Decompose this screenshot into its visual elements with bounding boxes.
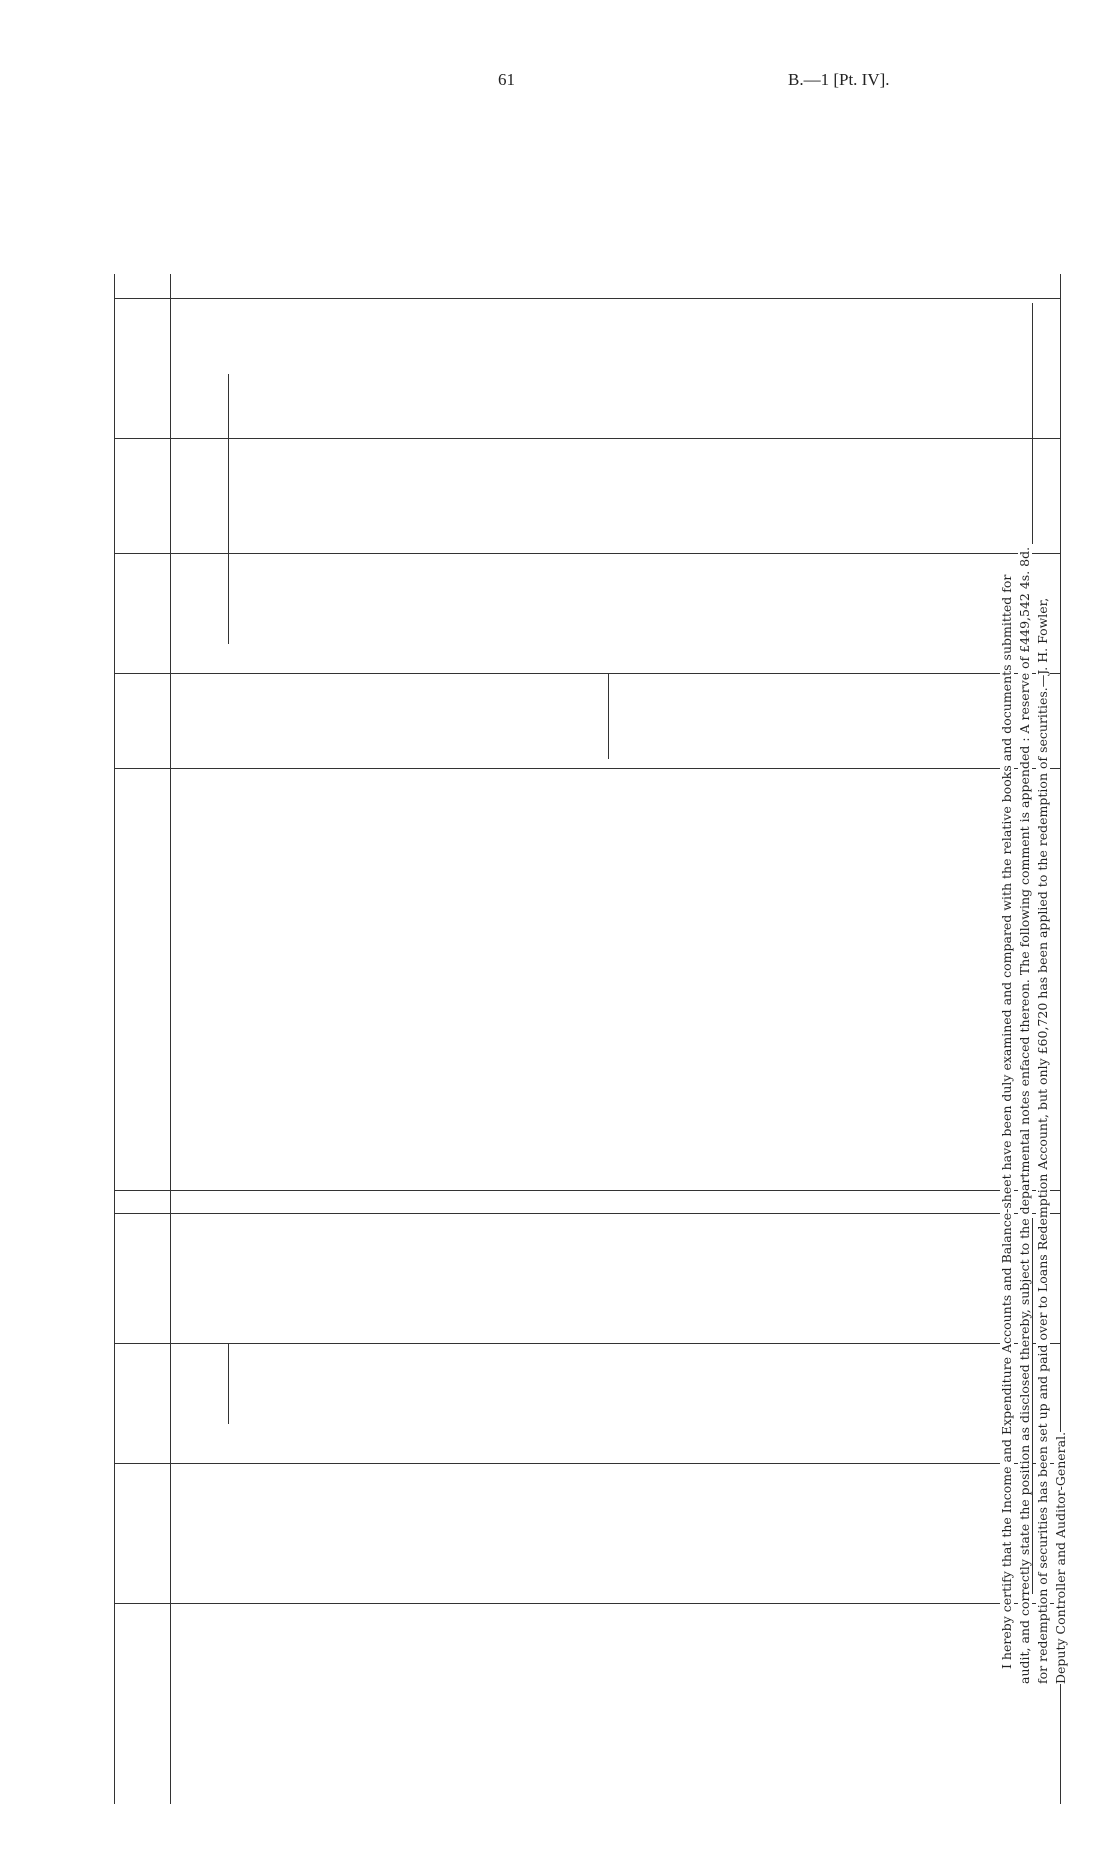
header-bottom-rule xyxy=(170,274,171,1804)
column-rule xyxy=(114,768,1060,769)
column-rule xyxy=(114,298,1060,299)
column-rule xyxy=(114,553,1060,554)
column-rule xyxy=(114,673,1060,674)
column-rule xyxy=(114,1463,1060,1464)
table-bottom-rule xyxy=(1060,274,1061,1804)
centre-divider xyxy=(114,1190,1060,1191)
page-number: 61 xyxy=(498,70,515,89)
column-rule xyxy=(114,1603,1060,1604)
column-rule xyxy=(114,1213,1060,1214)
totals-rule xyxy=(1032,303,1033,544)
certificate-line: Deputy Controller and Auditor-General. xyxy=(1053,1431,1068,1684)
certificate-line: I hereby certify that the Income and Expenditure Accounts and Balance-sheet have been duly examined and compared with the relative books and documents submitted for xyxy=(999,574,1014,1669)
page-reference: B.—1 [Pt. IV]. xyxy=(788,70,890,89)
subtotal-rule xyxy=(228,374,229,644)
table-top-rule xyxy=(114,274,115,1804)
column-rule xyxy=(114,1343,1060,1344)
subtotal-rule xyxy=(608,674,609,759)
certificate-line: audit, and correctly state the position as disclosed thereby, subject to the departmental notes enfaced thereon. The following comment is appended : A reserve of £449,542 4s. 8d. xyxy=(1017,546,1032,1684)
column-rule xyxy=(114,438,1060,439)
certificate-line: for redemption of securities has been set up and paid over to Loans Redemption Account, but only £60,720 has been applied to the redemption of securities.—J. H. Fowler, xyxy=(1035,597,1050,1684)
totals-rule xyxy=(1032,1218,1033,1594)
subtotal-rule xyxy=(228,1344,229,1424)
